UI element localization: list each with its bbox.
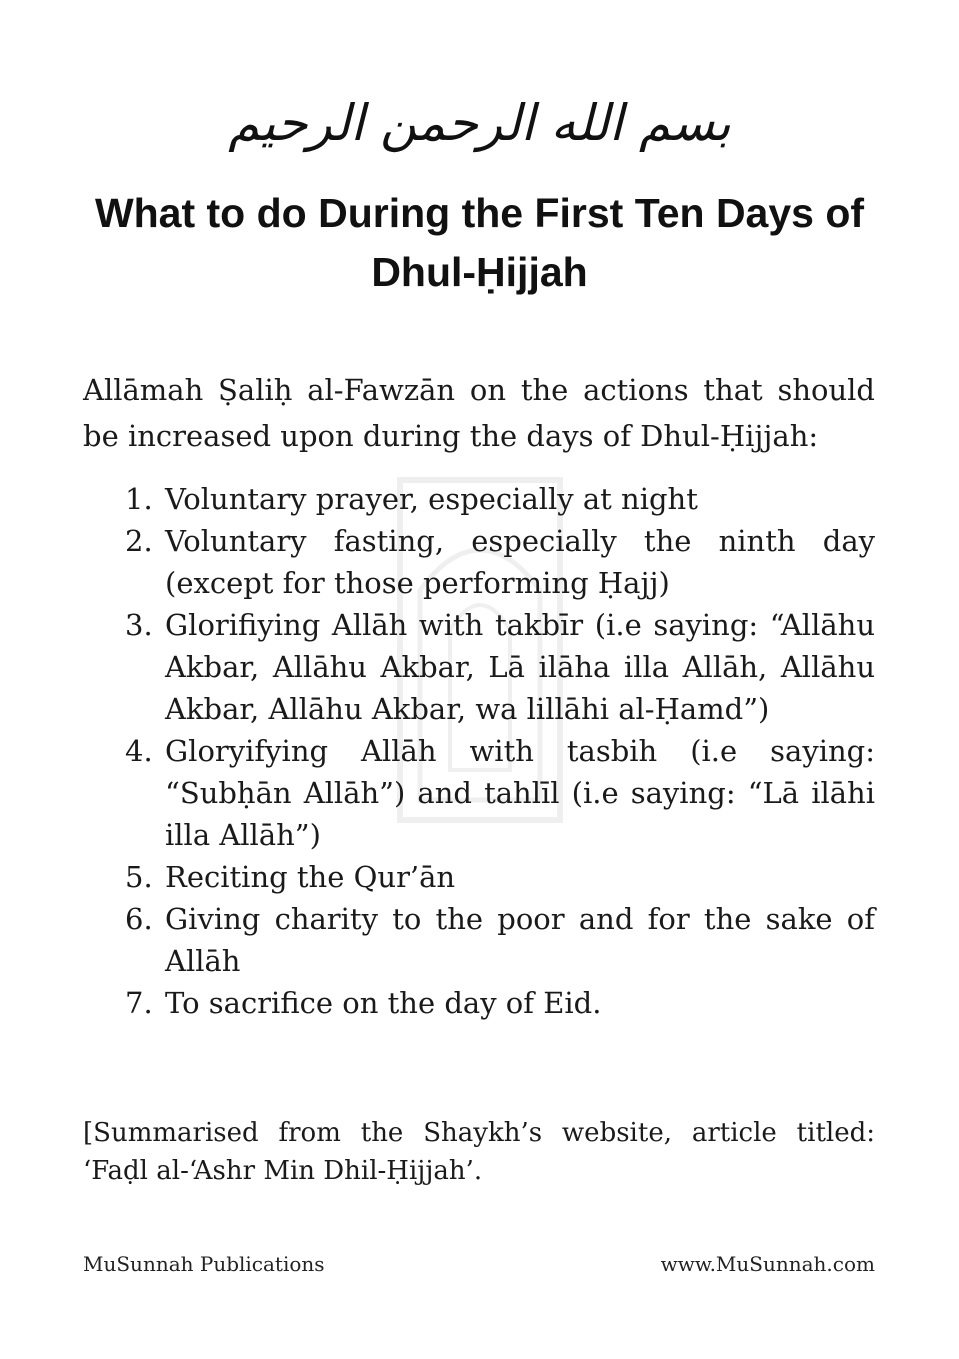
list-item: [83, 478, 875, 520]
page-title: What to do During the First Ten Days of Dhul-Ḥijjah: [94, 190, 865, 295]
source-citation: [Summarised from the Shaykh’s website, article titled: ‘Faḍl al-‘Ashr Min Dhil-Ḥijjah’.: [83, 1118, 875, 1186]
intro-paragraph: Allāmah Ṣaliḥ al-Fawzān on the actions that should be increased upon during the days of Dhul-Ḥijjah:: [83, 373, 875, 453]
list-item: [83, 520, 875, 604]
list-item: [83, 898, 875, 982]
list-item-text: To sacrifice on the day of Eid.: [165, 986, 602, 1020]
list-item-text: Gloryifying Allāh with tasbih (i.e saying: “Subḥān Allāh”) and tahlīl (i.e saying: “Lā ilāhi illa Allāh”): [165, 734, 875, 852]
bismillah-calligraphy: بسم الله الرحمن الرحيم: [228, 94, 731, 152]
list-item: [83, 730, 875, 856]
list-item-number: 7.: [125, 986, 153, 1020]
list-item-text: Glorifiying Allāh with takbīr (i.e saying: “Allāhu Akbar, Allāhu Akbar, Lā ilāha illa Allāh, Allāhu Akbar, Allāhu Akbar, wa lillāhi al-Ḥamd”): [165, 608, 875, 726]
list-item-number: 2.: [125, 524, 153, 558]
list-item-number: 3.: [125, 608, 153, 642]
list-item-number: 5.: [125, 860, 153, 894]
list-item-text: Giving charity to the poor and for the sake of Allāh: [165, 902, 875, 978]
actions-list: [83, 478, 875, 1024]
list-item-text: Voluntary prayer, especially at night: [165, 482, 698, 516]
list-item: [83, 982, 875, 1024]
website-url: www.MuSunnah.com: [660, 1252, 875, 1276]
list-item-text: Reciting the Qur’ān: [165, 860, 456, 894]
list-item-number: 6.: [125, 902, 153, 936]
list-item-number: 4.: [125, 734, 153, 768]
list-item: [83, 856, 875, 898]
list-item: [83, 604, 875, 730]
list-item-text: Voluntary fasting, especially the ninth day (except for those performing Ḥajj): [165, 524, 875, 600]
publisher-name: MuSunnah Publications: [83, 1252, 325, 1276]
page-footer: [83, 1250, 875, 1278]
list-item-number: 1.: [125, 482, 153, 516]
